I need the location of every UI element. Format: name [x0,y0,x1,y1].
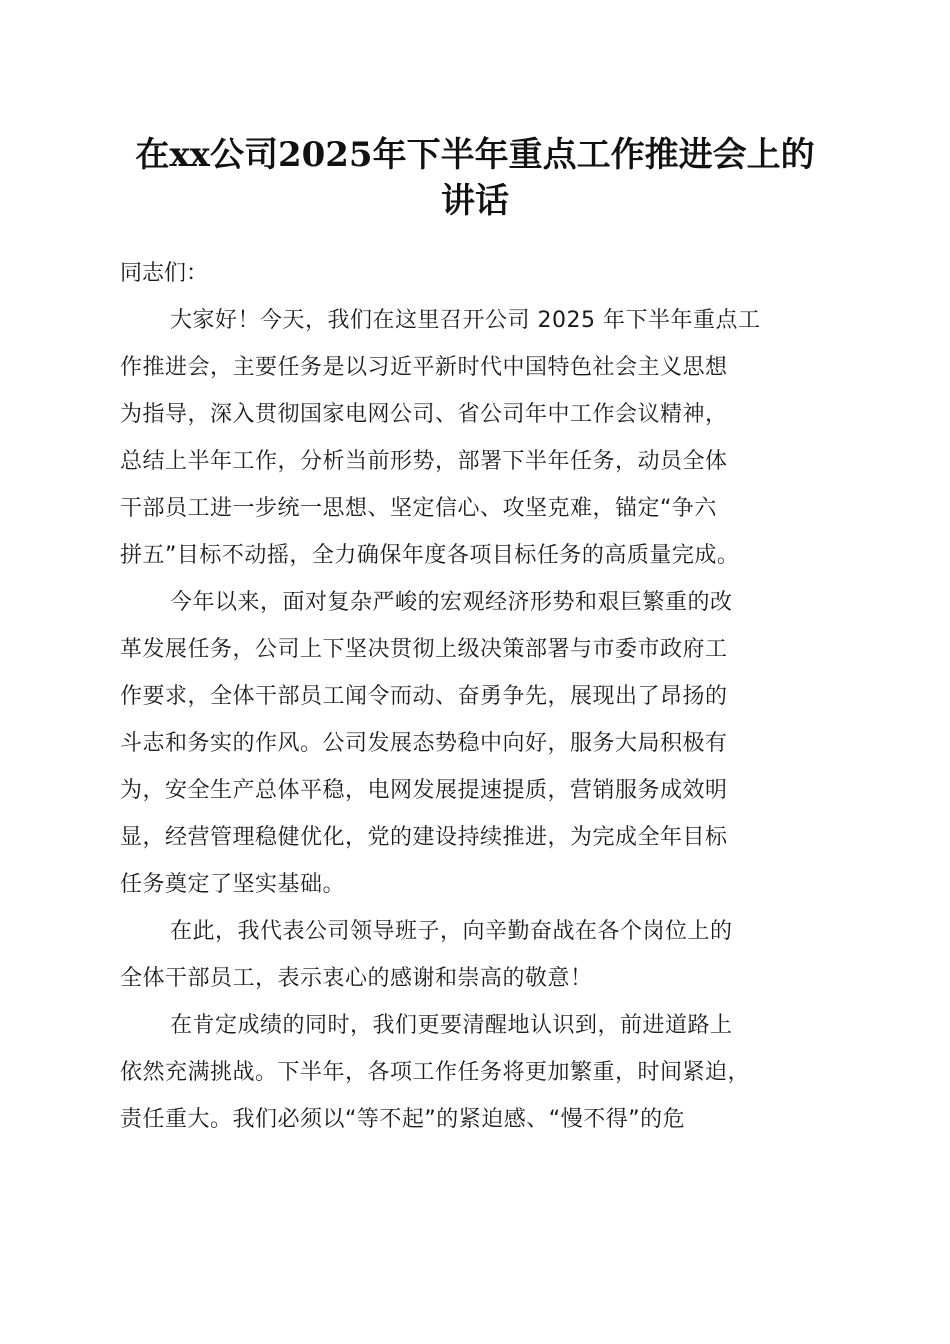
paragraph-line: 大家好！今天，我们在这里召开公司 2025 年下半年重点工 [170,308,761,333]
paragraph-2 [120,579,830,908]
title-line-1: 在xx公司2025年下半年重点工作推进会上的 [135,135,815,175]
paragraph-line: 今年以来，面对复杂严峻的宏观经济形势和艰巨繁重的改 [170,590,733,615]
paragraph-line: 显，经营管理稳健优化，党的建设持续推进，为完成全年目标 [120,825,728,850]
paragraph-line: 依然充满挑战。下半年，各项工作任务将更加繁重，时间紧迫， [120,1060,751,1085]
paragraph-line: 在此，我代表公司领导班子，向辛勤奋战在各个岗位上的 [170,919,733,944]
title-line-2: 讲话 [441,181,509,221]
paragraph-line: 作推进会，主要任务是以习近平新时代中国特色社会主义思想 [120,355,728,380]
document-body [120,250,830,1143]
paragraph-1 [120,297,830,579]
paragraph-3 [120,908,830,1002]
paragraph-line: 干部员工进一步统一思想、坚定信心、攻坚克难，锚定“争六 [120,496,717,521]
paragraph-line: 为指导，深入贯彻国家电网公司、省公司年中工作会议精神， [120,402,728,427]
salutation: 同志们： [120,261,209,286]
paragraph-line: 总结上半年工作，分析当前形势，部署下半年任务，动员全体 [120,449,728,474]
paragraph-line: 作要求，全体干部员工闻令而动、奋勇争先，展现出了昂扬的 [120,684,728,709]
document-title [110,132,840,224]
paragraph-line: 革发展任务，公司上下坚决贯彻上级决策部署与市委市政府工 [120,637,728,662]
paragraph-line: 拼五”目标不动摇，全力确保年度各项目标任务的高质量完成。 [120,543,740,568]
paragraph-4 [120,1002,830,1143]
paragraph-line: 全体干部员工，表示衷心的感谢和崇高的敬意！ [120,966,593,991]
paragraph-line: 为，安全生产总体平稳，电网发展提速提质，营销服务成效明 [120,778,728,803]
paragraph-line: 在肯定成绩的同时，我们更要清醒地认识到，前进道路上 [170,1013,733,1038]
paragraph-line: 斗志和务实的作风。公司发展态势稳中向好，服务大局积极有 [120,731,728,756]
paragraph-line: 任务奠定了坚实基础。 [120,872,346,897]
paragraph-line: 责任重大。我们必须以“等不起”的紧迫感、“慢不得”的危 [120,1107,686,1132]
